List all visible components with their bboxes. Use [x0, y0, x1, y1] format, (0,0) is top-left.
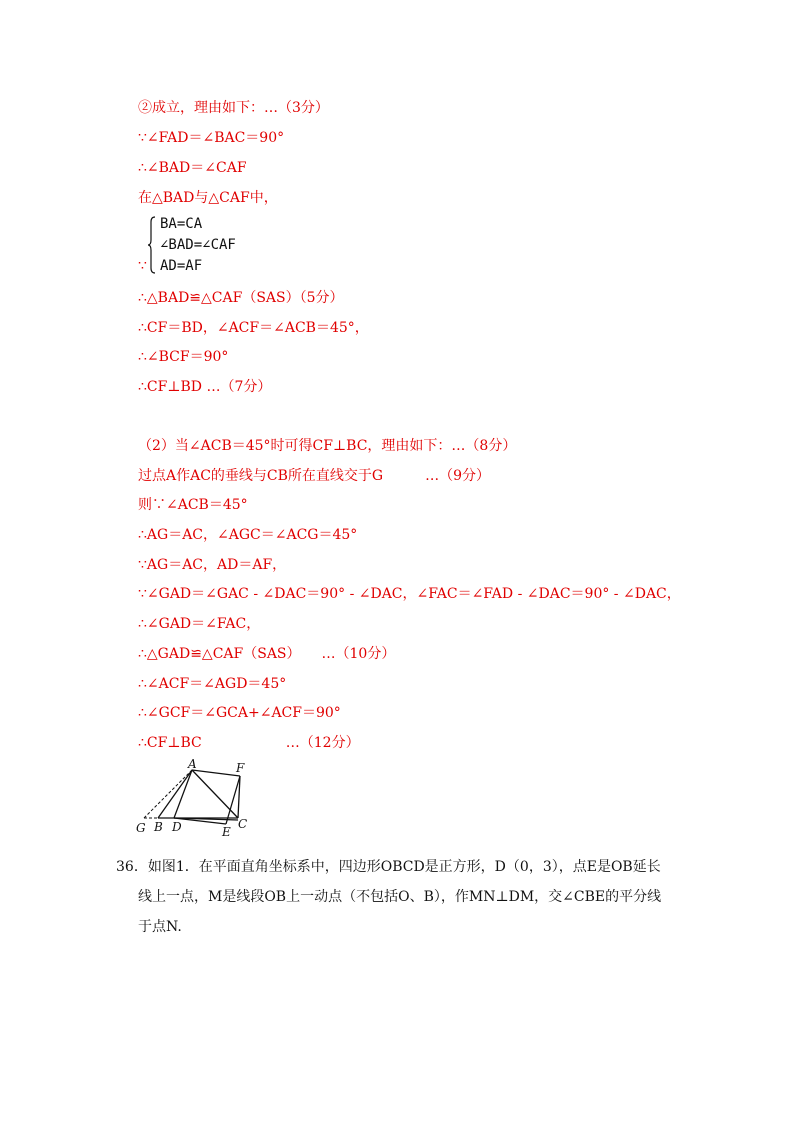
label-b: B	[154, 820, 163, 834]
solution-line: ∴∠BAD＝∠CAF	[138, 160, 247, 176]
solution-line: ∵∠GAD＝∠GAC - ∠DAC＝90° - ∠DAC，∠FAC＝∠FAD - ∠DAC＝90° - ∠DAC，	[138, 586, 681, 602]
solution-line: ∴∠GCF＝∠GCA+∠ACF＝90°	[138, 705, 341, 721]
label-g: G	[136, 821, 146, 835]
solution-line: ∴△GAD≌△CAF（SAS） …（10分）	[138, 646, 396, 662]
because-symbol: ∵	[138, 258, 147, 274]
solution-line: ∴∠BCF＝90°	[138, 349, 229, 365]
system-row: BA=CA	[160, 216, 203, 232]
solution-line: ∴CF＝BD，∠ACF＝∠ACB＝45°，	[138, 320, 369, 336]
solution-line: ∴△BAD≌△CAF（SAS）（5分）	[138, 290, 344, 306]
label-f: F	[236, 761, 245, 775]
label-c: C	[238, 817, 248, 831]
congruence-system	[138, 214, 298, 276]
solution-line: ②成立，理由如下：…（3分）	[138, 100, 329, 116]
segment-ab	[158, 770, 192, 818]
solution-line: ∴∠GAD＝∠FAC，	[138, 616, 261, 632]
left-brace-icon	[148, 216, 156, 274]
solution-line: 过点A作AC的垂线与CB所在直线交于G …（9分）	[138, 468, 491, 484]
solution-line: ∴∠ACF＝∠AGD＝45°	[138, 676, 287, 692]
solution-line: ∵AG＝AC，AD＝AF，	[138, 557, 287, 573]
question-36-line: 线上一点，M是线段OB上一动点（不包括O、B），作MN⊥DM，交∠CBE的平分线	[138, 889, 662, 905]
solution-line: ∴AG＝AC，∠AGC＝∠ACG＝45°	[138, 527, 358, 543]
solution-line: 则∵∠ACB＝45°	[138, 497, 248, 513]
solution-line: ∴CF⊥BD …（7分）	[138, 379, 272, 395]
system-row: AD=AF	[160, 258, 203, 274]
segment-ac	[192, 770, 238, 818]
label-a: A	[188, 758, 197, 771]
geometry-figure	[134, 758, 260, 840]
system-row: ∠BAD=∠CAF	[160, 237, 236, 253]
segment-ad	[174, 770, 192, 818]
solution-line: 在△BAD与△CAF中，	[138, 190, 278, 206]
question-36-line: 于点N.	[138, 919, 182, 935]
segment-af	[192, 770, 240, 776]
segment-ga	[144, 770, 192, 818]
solution-line: ∵∠FAD＝∠BAC＝90°	[138, 130, 285, 146]
solution-line: ∴CF⊥BC …（12分）	[138, 735, 360, 751]
label-d: D	[172, 820, 182, 834]
question-36-line: 36．如图1．在平面直角坐标系中，四边形OBCD是正方形，D（0，3），点E是OB延长	[116, 859, 661, 875]
label-e: E	[222, 825, 231, 839]
solution-line: （2）当∠ACB＝45°时可得CF⊥BC，理由如下：…（8分）	[138, 438, 517, 454]
